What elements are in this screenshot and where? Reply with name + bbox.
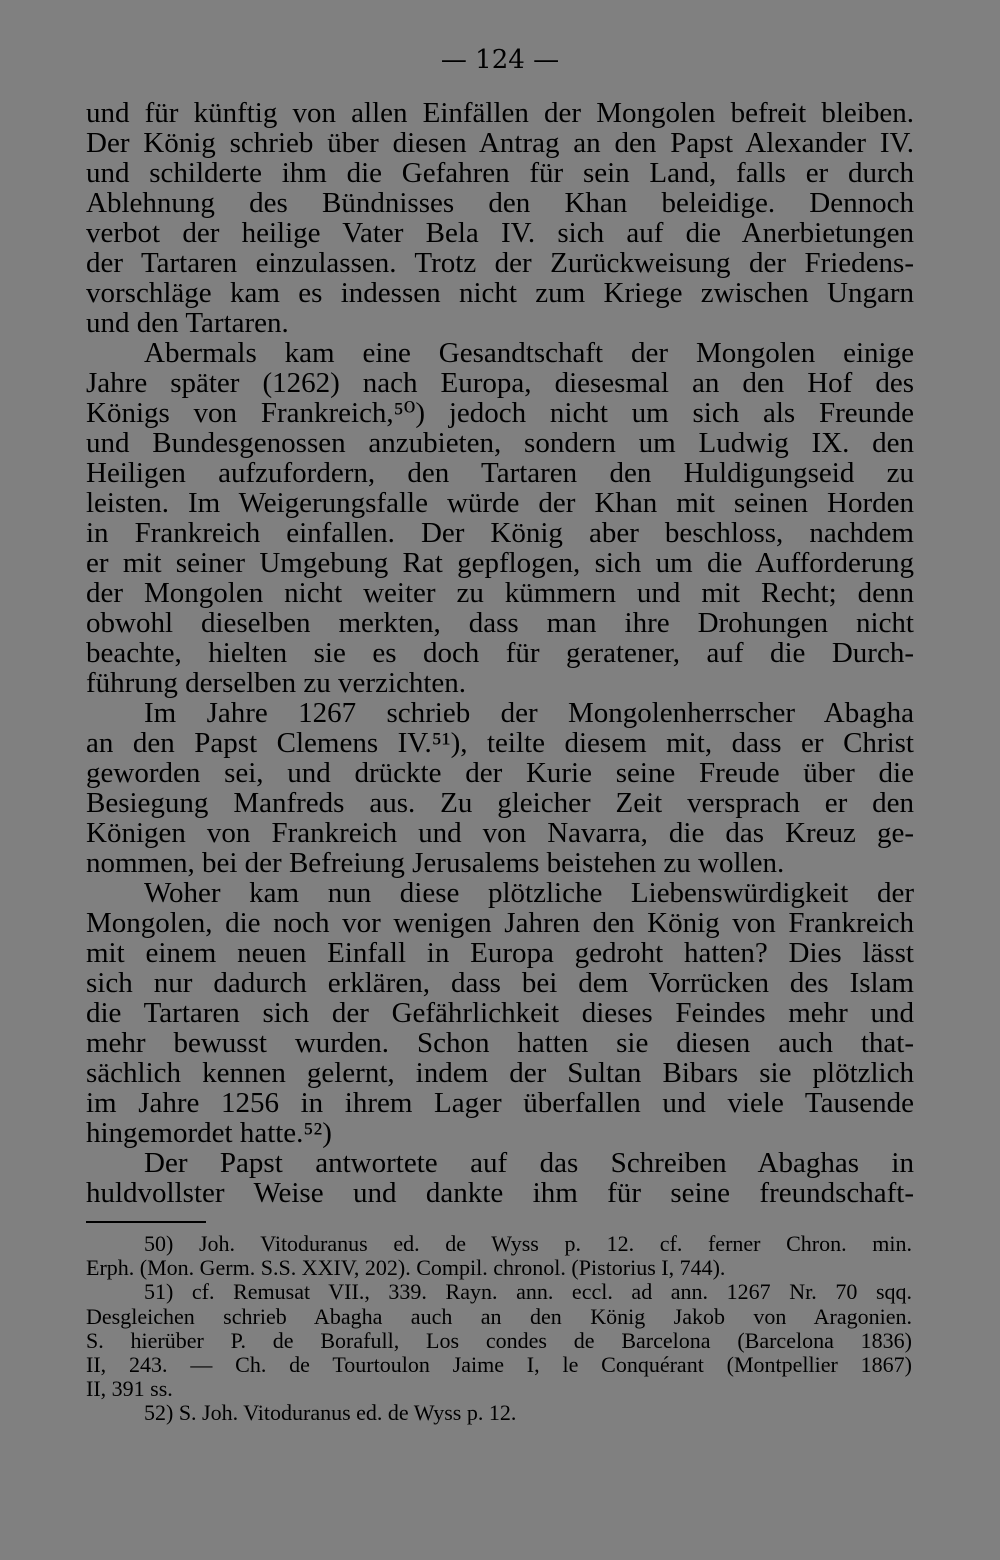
text-line: mehr bewusst wurden. Schon hatten sie diesen auch that- — [86, 1028, 914, 1058]
paragraph — [86, 698, 914, 878]
paragraph — [86, 1148, 914, 1208]
footnote-line: 50) Joh. Vitoduranus ed. de Wyss p. 12. cf. ferner Chron. min. — [144, 1232, 912, 1256]
text-line: und den Tartaren. — [86, 308, 289, 338]
text-line: Woher kam nun diese plötzliche Liebenswürdigkeit der — [144, 878, 914, 908]
text-line: und schilderte ihm die Gefahren für sein Land, falls er durch — [86, 158, 914, 188]
body-text — [86, 98, 914, 1208]
text-line: verbot der heilige Vater Bela IV. sich auf die Anerbietungen — [86, 218, 914, 248]
text-line: er mit seiner Umgebung Rat gepflogen, sich um die Aufforderung — [86, 548, 914, 578]
text-line: und Bundesgenossen anzubieten, sondern um Ludwig IX. den — [86, 428, 914, 458]
text-line: Mongolen, die noch vor wenigen Jahren den König von Frankreich — [86, 908, 914, 938]
text-line: huldvollster Weise und dankte ihm für seine freundschaft- — [86, 1178, 914, 1208]
paragraph — [86, 878, 914, 1148]
page-number: — 124 — — [440, 45, 560, 75]
footnote-line: Desgleichen schrieb Abagha auch an den König Jakob von Aragonien. — [86, 1304, 912, 1329]
text-line: Jahre später (1262) nach Europa, diesesmal an den Hof des — [86, 368, 914, 398]
text-line: der Tartaren einzulassen. Trotz der Zurückweisung der Friedens- — [86, 248, 914, 278]
text-line: Heiligen aufzufordern, den Tartaren den Huldigungseid zu — [86, 458, 914, 488]
text-line: Königen von Frankreich und von Navarra, die das Kreuz ge- — [86, 818, 914, 848]
paragraph — [86, 98, 914, 338]
footnote-line: S. hierüber P. de Borafull, Los condes de Barcelona (Barcelona 1836) — [86, 1328, 912, 1353]
text-line: mit einem neuen Einfall in Europa gedroht hatten? Dies lässt — [86, 938, 914, 968]
footnote-line: 52) S. Joh. Vitoduranus ed. de Wyss p. 12. — [144, 1401, 517, 1426]
text-line: beachte, hielten sie es doch für geratener, auf die Durch- — [86, 638, 914, 668]
text-line: Der König schrieb über diesen Antrag an den Papst Alexander IV. — [86, 128, 914, 158]
text-line: und für künftig von allen Einfällen der Mongolen befreit bleiben. — [86, 98, 914, 128]
text-line: Königs von Frankreich,⁵⁰) jedoch nicht um sich als Freunde — [86, 398, 914, 428]
footnote-divider — [86, 1221, 206, 1223]
footnote-51 — [86, 1280, 912, 1401]
text-line: hingemordet hatte.⁵²) — [86, 1118, 332, 1148]
footnote-line: Erph. (Mon. Germ. S.S. XXIV, 202). Compil. chronol. (Pistorius I, 744). — [86, 1256, 726, 1281]
text-line: Ablehnung des Bündnisses den Khan beleidige. Dennoch — [86, 188, 914, 218]
text-line: obwohl dieselben merkten, dass man ihre Drohungen nicht — [86, 608, 914, 638]
text-line: leisten. Im Weigerungsfalle würde der Khan mit seinen Horden — [86, 488, 914, 518]
text-line: Der Papst antwortete auf das Schreiben Abaghas in — [144, 1148, 914, 1178]
footnote-52 — [86, 1401, 912, 1425]
text-line: an den Papst Clemens IV.⁵¹), teilte diesem mit, dass er Christ — [86, 728, 914, 758]
text-line: der Mongolen nicht weiter zu kümmern und mit Recht; denn — [86, 578, 914, 608]
footnote-line: II, 391 ss. — [86, 1377, 173, 1402]
text-line: vorschläge kam es indessen nicht zum Kriege zwischen Ungarn — [86, 278, 914, 308]
text-line: die Tartaren sich der Gefährlichkeit dieses Feindes mehr und — [86, 998, 914, 1028]
text-line: Besiegung Manfreds aus. Zu gleicher Zeit versprach er den — [86, 788, 914, 818]
text-line: sich nur dadurch erklären, dass bei dem Vorrücken des Islam — [86, 968, 914, 998]
text-line: nommen, bei der Befreiung Jerusalems beistehen zu wollen. — [86, 848, 785, 878]
text-line: im Jahre 1256 in ihrem Lager überfallen und viele Tausende — [86, 1088, 914, 1118]
text-line: in Frankreich einfallen. Der König aber beschloss, nachdem — [86, 518, 914, 548]
text-line: Im Jahre 1267 schrieb der Mongolenherrscher Abagha — [144, 698, 914, 728]
footnote-line: 51) cf. Remusat VII., 339. Rayn. ann. eccl. ad ann. 1267 Nr. 70 sqq. — [144, 1280, 912, 1305]
footnote-50 — [86, 1232, 912, 1280]
text-line: führung derselben zu verzichten. — [86, 668, 467, 698]
text-line: sächlich kennen gelernt, indem der Sultan Bibars sie plötzlich — [86, 1058, 914, 1088]
text-line: Abermals kam eine Gesandtschaft der Mongolen einige — [144, 338, 914, 368]
footnotes — [86, 1232, 912, 1426]
text-line: geworden sei, und drückte der Kurie seine Freude über die — [86, 758, 914, 788]
paragraph — [86, 338, 914, 698]
footnote-line: II, 243. — Ch. de Tourtoulon Jaime I, le Conquérant (Montpellier 1867) — [86, 1352, 912, 1377]
